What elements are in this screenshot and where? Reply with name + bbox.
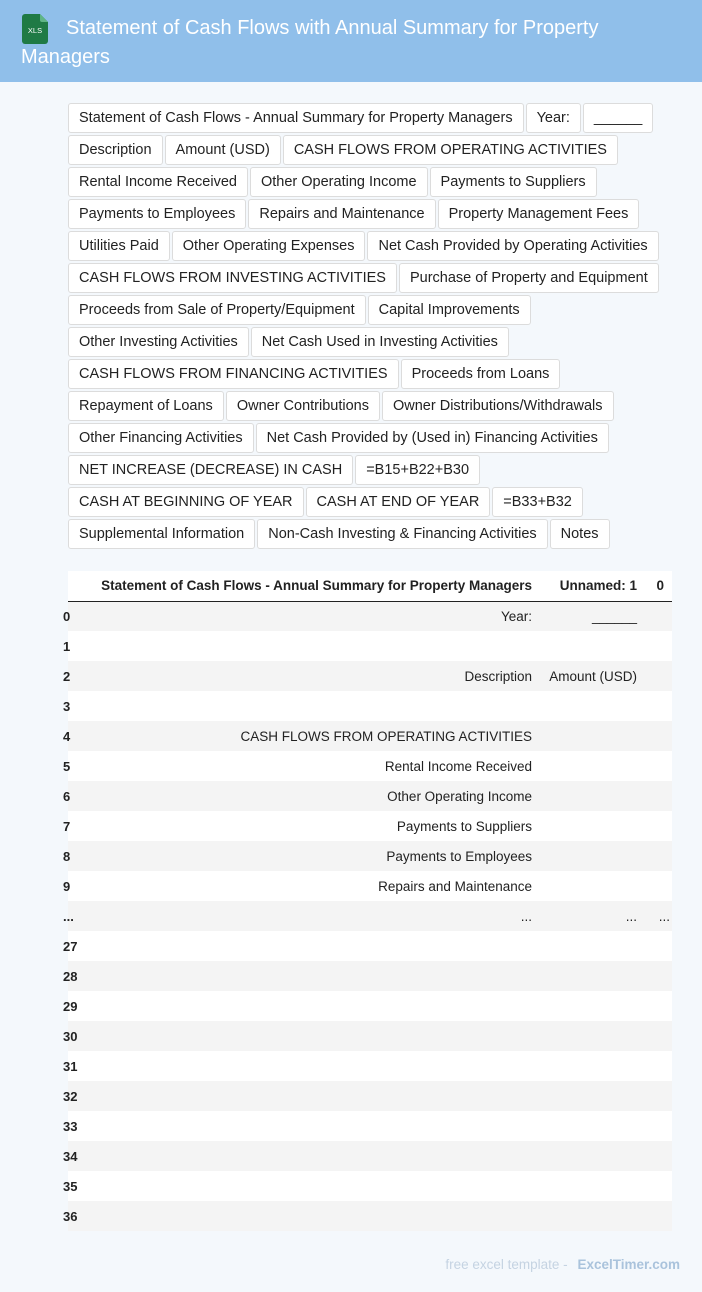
cell-chip[interactable]: =B33+B32: [492, 487, 583, 517]
table-cell: ...: [625, 908, 637, 924]
table-cell: [74, 1141, 540, 1171]
table-row: [68, 781, 672, 811]
cell-chip[interactable]: Amount (USD): [165, 135, 281, 165]
cell-chip[interactable]: Other Financing Activities: [68, 423, 254, 453]
cell-chip[interactable]: Capital Improvements: [368, 295, 531, 325]
table-cell: [645, 661, 672, 691]
table-row: [68, 961, 672, 991]
table-cell: [645, 691, 672, 721]
table-row: [68, 691, 672, 721]
table-cell: [540, 991, 645, 1021]
table-row: [68, 811, 672, 841]
table-cell: CASH FLOWS FROM OPERATING ACTIVITIES: [240, 728, 532, 744]
table-row: [68, 871, 672, 901]
cell-chip[interactable]: Property Management Fees: [438, 199, 640, 229]
table-cell: Year:: [500, 608, 532, 624]
cell-chip[interactable]: Other Investing Activities: [68, 327, 249, 357]
table-cell: [645, 991, 672, 1021]
table-row: [68, 1021, 672, 1051]
table-cell: [540, 1081, 645, 1111]
table-cell: [540, 721, 645, 751]
cell-chip[interactable]: Notes: [550, 519, 610, 549]
table-cell: [645, 1201, 672, 1231]
row-index: 3: [63, 698, 71, 714]
table-cell: [540, 961, 645, 991]
table-row: [68, 901, 672, 931]
table-cell: [645, 841, 672, 871]
row-index: 27: [63, 938, 78, 954]
footer-credit: [445, 1257, 680, 1272]
cell-chip[interactable]: Repayment of Loans: [68, 391, 224, 421]
row-index: 30: [63, 1028, 78, 1044]
table-cell: [540, 1201, 645, 1231]
table-cell: Description: [464, 668, 532, 684]
cell-chip[interactable]: Net Cash Used in Investing Activities: [251, 327, 509, 357]
table-cell: [540, 1021, 645, 1051]
cell-chip[interactable]: Proceeds from Sale of Property/Equipment: [68, 295, 366, 325]
cell-chip[interactable]: Year:: [526, 103, 581, 133]
table-cell: [540, 931, 645, 961]
table-cell: Other Operating Income: [387, 788, 532, 804]
row-index: 28: [63, 968, 78, 984]
table-cell: [74, 961, 540, 991]
table-cell: [540, 841, 645, 871]
cell-chip[interactable]: Statement of Cash Flows - Annual Summary for Property Managers: [68, 103, 524, 133]
row-index: 2: [63, 668, 71, 684]
table-row: [68, 1081, 672, 1111]
row-index: 31: [63, 1058, 78, 1074]
cell-chip[interactable]: Payments to Employees: [68, 199, 246, 229]
column-header: Statement of Cash Flows - Annual Summary for Property Managers: [74, 571, 540, 601]
cell-chip[interactable]: Rental Income Received: [68, 167, 248, 197]
row-index: ...: [63, 908, 74, 924]
table-cell: [540, 871, 645, 901]
table-cell: ...: [658, 908, 670, 924]
table-cell: ______: [591, 608, 637, 624]
table-row: [68, 841, 672, 871]
table-cell: [74, 1021, 540, 1051]
table-cell: [645, 1051, 672, 1081]
table-cell: [540, 811, 645, 841]
cell-chip[interactable]: CASH AT BEGINNING OF YEAR: [68, 487, 304, 517]
table-cell: [540, 1111, 645, 1141]
cell-chip[interactable]: CASH FLOWS FROM OPERATING ACTIVITIES: [283, 135, 618, 165]
header-banner: [0, 0, 702, 82]
table-row: [68, 991, 672, 1021]
column-header: 0: [645, 571, 672, 601]
row-index: 0: [63, 608, 71, 624]
table-cell: [74, 631, 540, 661]
cell-chip[interactable]: ______: [583, 103, 653, 133]
table-cell: [74, 691, 540, 721]
data-table: [63, 571, 672, 1231]
table-cell: [74, 1201, 540, 1231]
table-cell: [540, 1171, 645, 1201]
footer-prefix: free excel template -: [445, 1257, 568, 1272]
row-index: 33: [63, 1118, 78, 1134]
table-cell: [645, 1111, 672, 1141]
cell-chip[interactable]: Other Operating Income: [250, 167, 428, 197]
cell-chip[interactable]: Owner Distributions/Withdrawals: [382, 391, 614, 421]
table-row: [68, 1201, 672, 1231]
data-table-container: [63, 571, 672, 1233]
row-index: 4: [63, 728, 71, 744]
table-row: [68, 1111, 672, 1141]
table-row: [68, 1171, 672, 1201]
column-header: Unnamed: 1: [540, 571, 645, 601]
row-index: 34: [63, 1148, 78, 1164]
row-index: 35: [63, 1178, 78, 1194]
cell-chip[interactable]: Non-Cash Investing & Financing Activities: [257, 519, 547, 549]
table-row: [68, 1141, 672, 1171]
page-title: Statement of Cash Flows with Annual Summary for Property Managers: [21, 17, 599, 68]
table-cell: [645, 631, 672, 661]
table-cell: [540, 691, 645, 721]
cell-chip[interactable]: CASH AT END OF YEAR: [306, 487, 491, 517]
table-cell: [540, 1141, 645, 1171]
table-cell: [645, 811, 672, 841]
footer-brand-link[interactable]: ExcelTimer.com: [577, 1257, 680, 1272]
table-cell: [74, 931, 540, 961]
cell-chip[interactable]: NET INCREASE (DECREASE) IN CASH: [68, 455, 353, 485]
cell-chip[interactable]: Other Operating Expenses: [172, 231, 366, 261]
cell-chip[interactable]: CASH FLOWS FROM FINANCING ACTIVITIES: [68, 359, 399, 389]
table-row: [68, 631, 672, 661]
table-cell: Payments to Employees: [386, 848, 532, 864]
table-cell: [74, 1171, 540, 1201]
table-cell: ...: [520, 908, 532, 924]
table-cell: [540, 631, 645, 661]
cell-chip[interactable]: Net Cash Provided by Operating Activities: [367, 231, 658, 261]
table-row: [68, 721, 672, 751]
row-index: 9: [63, 878, 71, 894]
cell-chip[interactable]: Net Cash Provided by (Used in) Financing Activities: [256, 423, 609, 453]
cell-chip[interactable]: Purchase of Property and Equipment: [399, 263, 659, 293]
table-cell: [645, 721, 672, 751]
table-row: [68, 1051, 672, 1081]
table-row: [68, 601, 672, 631]
table-cell: [645, 1081, 672, 1111]
cell-chip[interactable]: =B15+B22+B30: [355, 455, 480, 485]
row-index: 8: [63, 848, 71, 864]
svg-text:XLS: XLS: [27, 26, 43, 35]
table-cell: Rental Income Received: [384, 758, 532, 774]
table-row: [68, 751, 672, 781]
table-cell: [645, 1021, 672, 1051]
cell-chip[interactable]: Utilities Paid: [68, 231, 170, 261]
row-index: 32: [63, 1088, 78, 1104]
table-cell: [540, 781, 645, 811]
row-index: 5: [63, 758, 71, 774]
table-cell: [74, 1111, 540, 1141]
cell-chip[interactable]: Owner Contributions: [226, 391, 380, 421]
cell-chip[interactable]: Supplemental Information: [68, 519, 255, 549]
cell-chip[interactable]: Description: [68, 135, 163, 165]
row-index: 7: [63, 818, 71, 834]
table-cell: [540, 1051, 645, 1081]
row-index: 36: [63, 1208, 78, 1224]
table-header-row: [68, 571, 672, 601]
table-cell: [645, 931, 672, 961]
table-cell: [645, 781, 672, 811]
table-cell: Repairs and Maintenance: [378, 878, 532, 894]
table-row: [68, 931, 672, 961]
table-cell: [74, 1081, 540, 1111]
table-row: [68, 661, 672, 691]
table-cell: Payments to Suppliers: [396, 818, 532, 834]
row-index: 29: [63, 998, 78, 1014]
table-cell: [74, 1051, 540, 1081]
cell-chip[interactable]: CASH FLOWS FROM INVESTING ACTIVITIES: [68, 263, 397, 293]
table-cell: [645, 601, 672, 631]
table-cell: Amount (USD): [549, 668, 637, 684]
table-cell: [645, 751, 672, 781]
table-cell: [645, 1141, 672, 1171]
cell-chip[interactable]: Repairs and Maintenance: [248, 199, 435, 229]
cell-chip[interactable]: Payments to Suppliers: [430, 167, 597, 197]
row-index: 1: [63, 638, 71, 654]
table-cell: [645, 961, 672, 991]
cell-chip-list: [68, 103, 700, 551]
table-cell: [645, 871, 672, 901]
table-cell: [540, 751, 645, 781]
table-cell: [645, 1171, 672, 1201]
row-index: 6: [63, 788, 71, 804]
table-cell: [74, 991, 540, 1021]
cell-chip[interactable]: Proceeds from Loans: [401, 359, 561, 389]
